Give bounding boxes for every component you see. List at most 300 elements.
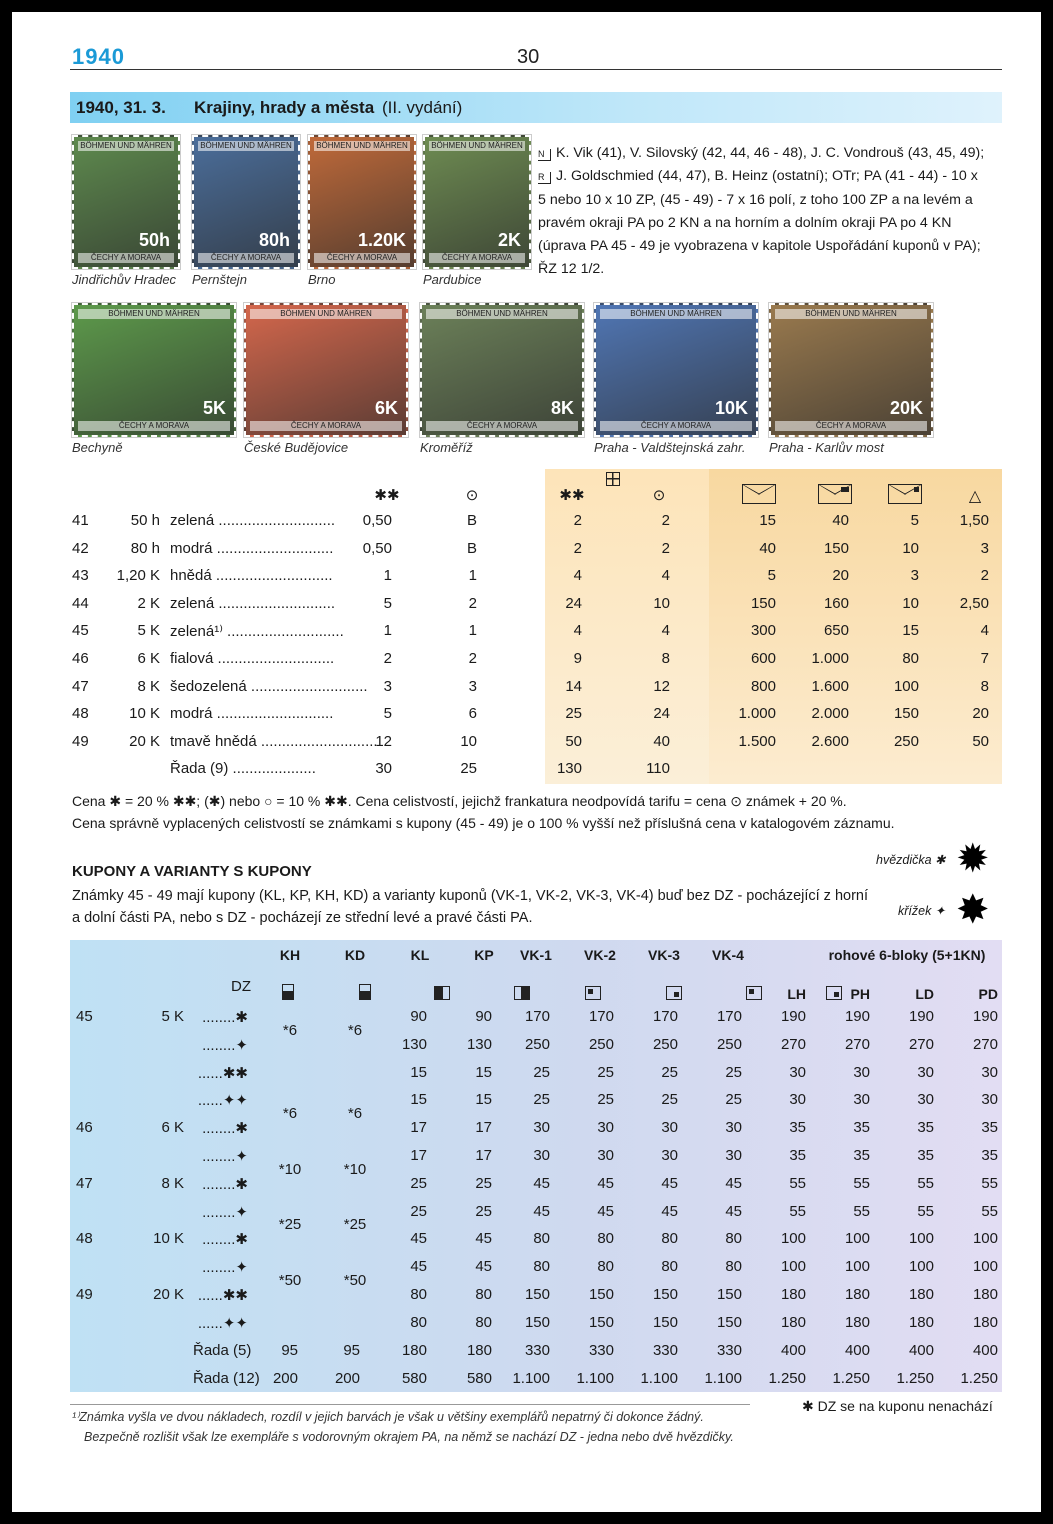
face-value: 10 K <box>129 705 160 723</box>
kupon-price: 30 <box>661 1147 678 1164</box>
stamp-bottom-text: ČECHY A MORAVA <box>429 253 525 263</box>
header-block-mint: ✱✱ <box>559 487 585 504</box>
kh-price: *25 <box>278 1216 302 1234</box>
dz-variant: ........✦ <box>202 1259 248 1277</box>
price-mint: 12 <box>375 732 392 750</box>
stamp-top-text: BÖHMEN UND MÄHREN <box>426 309 578 319</box>
price-special: 4 <box>980 622 989 640</box>
series-price: 1.250 <box>960 1369 998 1387</box>
kupon-price: 270 <box>972 1035 998 1053</box>
stamp-top-text: BÖHMEN UND MÄHREN <box>600 309 752 319</box>
series-price: 1.100 <box>704 1369 742 1387</box>
stamp <box>420 303 584 437</box>
kupon-price: 100 <box>972 1230 998 1248</box>
stamp-bottom-text: ČECHY A MORAVA <box>600 421 752 431</box>
kupon-price: 25 <box>725 1063 742 1081</box>
price-used: 2 <box>468 650 477 667</box>
series-price: 400 <box>972 1342 998 1359</box>
kupon-price: 17 <box>475 1147 492 1164</box>
face-value: 80 h <box>130 539 160 557</box>
kupon-price: 35 <box>853 1147 870 1164</box>
price-cover-single: 15 <box>902 622 919 640</box>
kupon-price: 100 <box>780 1230 806 1248</box>
dz-variant: ......✱✱ <box>197 1064 248 1082</box>
price-mint: 2 <box>383 650 392 667</box>
kupony-header: VK-4 <box>712 947 744 963</box>
kd-price: *50 <box>343 1272 367 1289</box>
kupon-price: 45 <box>661 1202 678 1220</box>
stamp-bottom-text: ČECHY A MORAVA <box>198 253 294 263</box>
kupony-header: VK-3 <box>648 947 680 963</box>
kupon-price: 17 <box>475 1119 492 1137</box>
catalog-number: 44 <box>72 594 89 612</box>
kupon-price: 100 <box>844 1230 870 1248</box>
stamp-top-text: BÖHMEN UND MÄHREN <box>775 309 927 319</box>
info-line-5: (úprava PA 45 - 49 je vyobrazena v kapitole Uspořádání kuponů v PA); <box>538 238 981 255</box>
star-mark-icon: ✹ <box>956 837 990 881</box>
issue-info <box>538 142 1002 282</box>
price-cover-single: 150 <box>893 705 919 723</box>
price-block-used: 2 <box>661 539 670 557</box>
info-line-1: K. Vik (41), V. Silovský (42, 44, 46 - 48), J. C. Vondrouš (43, 45, 49); <box>556 145 985 161</box>
kupon-price: 180 <box>780 1313 806 1331</box>
price-block-mint: 14 <box>565 677 582 695</box>
series-price: 1.250 <box>768 1369 806 1387</box>
kd-price: *6 <box>347 1105 363 1123</box>
kupon-price: 30 <box>661 1119 678 1137</box>
stamp <box>308 135 416 269</box>
face-value: 5 K <box>137 622 160 640</box>
stamp-bottom-text: ČECHY A MORAVA <box>426 421 578 431</box>
stamp-top-text: BÖHMEN UND MÄHREN <box>78 141 174 151</box>
legend-star-label: hvězdička ✱ <box>876 853 946 867</box>
kupon-price: 25 <box>597 1063 614 1081</box>
triangle-icon: △ <box>968 488 982 505</box>
price-cover-single: 250 <box>893 732 919 750</box>
price-block-used: 110 <box>646 760 670 778</box>
kupon-price: 30 <box>789 1063 806 1081</box>
kupon-price: 170 <box>716 1008 742 1025</box>
kh-price: *10 <box>278 1160 302 1178</box>
stamp-color: tmavě hnědá ............................ <box>170 732 378 750</box>
dz-variant: ......✦✦ <box>197 1092 248 1110</box>
kupony-header: KH <box>279 947 301 963</box>
envelope-icon <box>742 484 776 504</box>
kupon-price: 180 <box>844 1286 870 1303</box>
stamp-value: 1.20K <box>357 230 406 250</box>
kupon-price: 35 <box>917 1147 934 1164</box>
kupon-price: 55 <box>917 1202 934 1220</box>
page-year: 1940 <box>72 44 125 69</box>
kupon-price: 15 <box>410 1063 427 1081</box>
kh-price: *6 <box>282 1021 298 1039</box>
issue-header <box>70 92 1002 123</box>
price-special: 2,50 <box>959 594 989 612</box>
stamp-bottom-text: ČECHY A MORAVA <box>314 253 410 263</box>
kupon-price: 250 <box>588 1035 614 1053</box>
face-value: 8 K <box>137 677 160 695</box>
catalog-number: 45 <box>72 622 89 640</box>
price-special: 3 <box>980 539 989 557</box>
kupony-header: KD <box>344 947 366 963</box>
stamp-color: Řada (9) .................... <box>170 760 316 778</box>
kupon-price: 55 <box>981 1174 998 1192</box>
face-value: 50 h <box>130 512 160 529</box>
price-mint: 30 <box>375 760 392 778</box>
kupony-header: KP <box>474 947 494 963</box>
kupon-price: 190 <box>844 1008 870 1025</box>
stamp-caption: Kroměříž <box>420 440 473 455</box>
kupon-price: 25 <box>475 1202 492 1220</box>
kupon-price: 30 <box>981 1091 998 1109</box>
kupon-price: 80 <box>597 1230 614 1248</box>
kupon-price: 30 <box>917 1063 934 1081</box>
stamp-bottom-text: ČECHY A MORAVA <box>250 421 402 431</box>
kh-price: *6 <box>282 1105 298 1123</box>
price-mint: 1 <box>383 622 392 640</box>
price-cover-block: 20 <box>832 567 849 585</box>
kupon-price: 80 <box>533 1230 550 1248</box>
kupon-price: 15 <box>475 1063 492 1081</box>
kupon-price: 45 <box>597 1202 614 1220</box>
dz-variant: ........✱ <box>202 1175 248 1193</box>
coupon-fill <box>360 991 370 999</box>
price-used: 1 <box>468 567 477 585</box>
price-block-mint: 2 <box>573 539 582 557</box>
series-price: 580 <box>466 1369 492 1387</box>
kupon-price: 100 <box>908 1230 934 1248</box>
dz-variant: ........✱ <box>202 1231 248 1249</box>
stamp-value: 8K <box>550 398 574 418</box>
stamp-value: 80h <box>258 230 290 250</box>
catalog-number: 49 <box>72 732 89 750</box>
series-price: 400 <box>844 1342 870 1359</box>
kupon-face-value: 6 K <box>161 1119 184 1137</box>
series-price: 330 <box>524 1342 550 1359</box>
price-special: 8 <box>980 677 989 695</box>
kupon-price: 25 <box>533 1091 550 1109</box>
stamp-caption: Brno <box>308 272 336 287</box>
price-block-mint: 24 <box>565 594 582 612</box>
kupon-price: 80 <box>475 1286 492 1303</box>
price-cover: 150 <box>750 594 776 612</box>
kupon-price: 150 <box>652 1313 678 1331</box>
kupon-price: 55 <box>789 1202 806 1220</box>
info-line-4: pravém okraji PA po 2 KN a na horním a dolním okraji PA po 4 KN <box>538 214 952 231</box>
kupon-price: 35 <box>981 1119 998 1137</box>
issue-edition: (II. vydání) <box>382 98 463 117</box>
kh-price: *50 <box>278 1272 302 1289</box>
stamp-color: modrá ............................ <box>170 705 334 723</box>
price-note <box>72 790 1007 834</box>
price-cover-block: 1.000 <box>811 650 849 667</box>
coupon-position-icon <box>434 986 450 1000</box>
info-line-2: J. Goldschmied (44, 47), B. Heinz (ostatní); OTr; PA (41 - 44) - 10 x <box>556 168 978 185</box>
price-cover: 15 <box>759 512 776 529</box>
dz-variant: ......✱✱ <box>197 1287 248 1304</box>
coupon-fill <box>588 989 593 994</box>
kupon-price: 15 <box>475 1091 492 1109</box>
series-price: 330 <box>716 1342 742 1359</box>
kupon-price: 30 <box>533 1147 550 1164</box>
kupon-price: 190 <box>780 1008 806 1025</box>
kupon-price: 170 <box>652 1008 678 1025</box>
catalog-number: 48 <box>72 705 89 723</box>
stamp-top-text: BÖHMEN UND MÄHREN <box>78 309 230 319</box>
series-price: 1.250 <box>896 1369 934 1387</box>
stamp <box>192 135 300 269</box>
kupon-price: 80 <box>661 1258 678 1276</box>
kupon-catalog-number: 49 <box>76 1286 93 1303</box>
kupon-price: 90 <box>475 1008 492 1025</box>
price-cover-block: 1.600 <box>811 677 849 695</box>
stamp-value: 2K <box>497 230 521 250</box>
kupon-price: 55 <box>853 1202 870 1220</box>
price-special: 20 <box>972 705 989 723</box>
price-cover: 1.500 <box>738 732 776 750</box>
price-mint: 0,50 <box>362 539 392 557</box>
kupon-price: 150 <box>524 1286 550 1303</box>
issue-date: 1940, 31. 3. <box>76 98 166 117</box>
footnote-line-2: Bezpečně rozlišit však lze exempláře s vodorovným okrajem PA, na němž se nachází DZ - jedna nebo dvě hvězdičky. <box>84 1430 734 1444</box>
kupon-price: 180 <box>908 1313 934 1331</box>
stamp-color: zelená¹⁾ ............................ <box>170 623 344 641</box>
kupon-price: 25 <box>475 1174 492 1192</box>
kupon-price: 25 <box>661 1091 678 1109</box>
stamp-color: zelená ............................ <box>170 594 336 612</box>
stamp-color: šedozelená ............................ <box>170 677 368 695</box>
price-cover-single: 10 <box>902 539 919 557</box>
stamp-value: 20K <box>889 398 923 418</box>
kupon-price: 45 <box>597 1174 614 1192</box>
kupon-price: 45 <box>533 1202 550 1220</box>
face-value: 2 K <box>137 594 160 612</box>
kupon-price: 150 <box>716 1313 742 1331</box>
stamp-value: 6K <box>374 398 398 418</box>
kupon-price: 30 <box>597 1147 614 1164</box>
kupon-price: 25 <box>725 1091 742 1109</box>
series-price: 330 <box>588 1342 614 1359</box>
price-special: 50 <box>972 732 989 750</box>
footnote-line-1: ¹⁾Známka vyšla ve dvou nákladech, rozdíl v jejich barvách je však u většiny exemplářů nepatrný či dokonce žádný. <box>72 1410 704 1424</box>
price-used: B <box>466 512 477 529</box>
kupon-face-value: 5 K <box>161 1008 184 1025</box>
stamp-top-text: BÖHMEN UND MÄHREN <box>429 141 525 151</box>
header-used: ⊙ <box>465 487 479 504</box>
coupon-position-icon <box>359 984 371 1000</box>
series-price: 1.100 <box>640 1369 678 1387</box>
kupon-price: 180 <box>908 1286 934 1303</box>
kupon-price: 35 <box>789 1119 806 1137</box>
cross-mark-icon: ✸ <box>956 888 990 932</box>
kupon-price: 150 <box>524 1313 550 1331</box>
price-block-used: 2 <box>661 512 670 529</box>
price-block-mint: 50 <box>565 732 582 750</box>
coupon-position-icon <box>514 986 530 1000</box>
kupon-price: 250 <box>652 1035 678 1053</box>
coupon-fill <box>521 987 529 999</box>
coupon-fill <box>435 987 443 999</box>
price-cover: 800 <box>750 677 776 695</box>
series-price: 95 <box>343 1342 360 1359</box>
kupon-price: 55 <box>853 1174 870 1192</box>
stamp-value: 10K <box>714 398 748 418</box>
stamp-color: modrá ............................ <box>170 539 334 557</box>
coupon-position-icon <box>585 986 601 1000</box>
series-price: 180 <box>401 1342 427 1359</box>
series-label: Řada (12) <box>193 1369 260 1387</box>
price-used: 2 <box>468 594 477 612</box>
kupon-price: 250 <box>524 1035 550 1053</box>
kd-price: *6 <box>347 1021 363 1039</box>
kupon-price: 30 <box>917 1091 934 1109</box>
catalog-page <box>12 12 1041 1512</box>
kupon-price: 250 <box>716 1035 742 1053</box>
price-block-mint: 25 <box>565 705 582 723</box>
kupon-price: 17 <box>410 1147 427 1164</box>
kupon-price: 170 <box>524 1008 550 1025</box>
kupon-price: 180 <box>780 1286 806 1303</box>
kupon-price: 180 <box>972 1313 998 1331</box>
kupon-price: 180 <box>972 1286 998 1303</box>
price-block-used: 40 <box>653 732 670 750</box>
series-price: 400 <box>908 1342 934 1359</box>
price-block-used: 4 <box>661 622 670 640</box>
series-price: 1.100 <box>576 1369 614 1387</box>
price-block-used: 8 <box>661 650 670 667</box>
dz-variant: ........✦ <box>202 1036 248 1054</box>
price-used: B <box>466 539 477 557</box>
dz-variant: ........✱ <box>202 1120 248 1138</box>
stamp <box>72 135 180 269</box>
kupony-intro-line-1: Známky 45 - 49 mají kupony (KL, KP, KH, KD) a varianty kuponů (VK-1, VK-2, VK-3, VK-4) buď bez DZ - pocházející z horní <box>72 888 869 904</box>
kupon-price: 80 <box>597 1258 614 1276</box>
kupon-price: 80 <box>725 1258 742 1276</box>
kupon-face-value: 20 K <box>153 1286 184 1303</box>
kupon-price: 30 <box>533 1119 550 1137</box>
series-price: 200 <box>334 1369 360 1387</box>
price-cover-block: 160 <box>823 594 849 612</box>
kupony-intro-line-2: a dolní části PA, nebo s DZ - pocházejí ze střední levé a pravé části PA. <box>72 910 533 926</box>
stamp-value: 50h <box>138 230 170 250</box>
price-special: 7 <box>980 650 989 667</box>
kupon-price: 45 <box>475 1258 492 1276</box>
kupony-header: VK-1 <box>520 947 552 963</box>
coupon-fill <box>283 991 293 999</box>
series-price: 1.100 <box>512 1369 550 1387</box>
kupon-price: 270 <box>908 1035 934 1053</box>
price-block-used: 12 <box>653 677 670 695</box>
header-mint: ✱✱ <box>374 487 400 504</box>
series-label: Řada (5) <box>193 1342 252 1359</box>
kupon-price: 100 <box>780 1258 806 1276</box>
price-block-mint: 9 <box>573 650 582 667</box>
stamp-color: fialová ............................ <box>170 650 335 667</box>
kupony-header: rohové 6-bloky (5+1KN) <box>828 947 986 963</box>
kupon-price: 55 <box>789 1174 806 1192</box>
kupon-face-value: 10 K <box>153 1230 184 1248</box>
kupon-price: 100 <box>908 1258 934 1276</box>
catalog-number: 42 <box>72 539 89 557</box>
price-cover-block: 40 <box>832 512 849 529</box>
series-price: 1.250 <box>832 1369 870 1387</box>
stamp-caption: Bechyně <box>72 440 123 455</box>
stamp-top-text: BÖHMEN UND MÄHREN <box>250 309 402 319</box>
price-cover-block: 2.000 <box>811 705 849 723</box>
kupon-price: 45 <box>725 1174 742 1192</box>
stamp <box>594 303 758 437</box>
kupon-price: 90 <box>410 1008 427 1025</box>
coupon-position-icon <box>282 984 294 1000</box>
kupon-price: 30 <box>789 1091 806 1109</box>
stamp-caption: České Budějovice <box>244 440 349 455</box>
kupon-price: 25 <box>410 1174 427 1192</box>
kupon-price: 30 <box>853 1063 870 1081</box>
kupon-catalog-number: 48 <box>76 1230 93 1248</box>
price-cover: 1.000 <box>738 705 776 723</box>
kupon-price: 80 <box>533 1258 550 1276</box>
legend-cross-label: křížek ✦ <box>898 904 946 918</box>
corner-block-header: LD <box>915 986 934 1002</box>
stamp-color: zelená ............................ <box>170 512 336 529</box>
dz-note: ✱ DZ se na kuponu nenachází <box>802 1398 993 1414</box>
price-note-line-2: Cena správně vyplacených celistvostí se známkami s kupony (45 - 49) je o 100 % vyšší než příslušná cena v katalogovém záznamu. <box>72 815 895 831</box>
face-value: 20 K <box>129 732 160 750</box>
price-mint: 5 <box>383 705 392 723</box>
kupon-price: 190 <box>972 1008 998 1025</box>
kupon-price: 130 <box>466 1035 492 1053</box>
corner-block-header: PD <box>978 986 998 1002</box>
corner-block-header: LH <box>787 986 806 1002</box>
price-special: 1,50 <box>959 512 989 529</box>
issue-title: Krajiny, hrady a města <box>194 98 375 117</box>
dz-variant: ......✦✦ <box>197 1314 248 1332</box>
coupon-fill <box>749 989 754 994</box>
price-block-used: 10 <box>653 594 670 612</box>
kupon-face-value: 8 K <box>161 1174 184 1192</box>
price-used: 10 <box>460 732 477 750</box>
stamp-top-text: BÖHMEN UND MÄHREN <box>198 141 294 151</box>
stamp <box>769 303 933 437</box>
kupon-price: 45 <box>410 1258 427 1276</box>
kupon-price: 150 <box>652 1286 678 1303</box>
kupon-price: 170 <box>588 1008 614 1025</box>
footnote-divider <box>70 1404 750 1405</box>
envelope-single-icon <box>888 484 922 504</box>
kupon-catalog-number: 45 <box>76 1008 93 1025</box>
price-block-used: 4 <box>661 567 670 585</box>
price-block-mint: 130 <box>556 760 582 778</box>
kupon-price: 30 <box>597 1119 614 1137</box>
corner-block-header: PH <box>850 986 870 1002</box>
series-price: 200 <box>272 1369 298 1387</box>
kupon-price: 30 <box>853 1091 870 1109</box>
block-of-four-icon <box>606 472 620 491</box>
stamp <box>72 303 236 437</box>
kupon-price: 55 <box>981 1202 998 1220</box>
kupon-price: 190 <box>908 1008 934 1025</box>
kupon-price: 25 <box>661 1063 678 1081</box>
coupon-position-icon <box>746 986 762 1000</box>
catalog-number: 47 <box>72 677 89 695</box>
price-used: 1 <box>468 622 477 640</box>
kupon-price: 100 <box>972 1258 998 1276</box>
price-cover-block: 650 <box>823 622 849 640</box>
price-note-line-1: Cena ✱ = 20 % ✱✱; (✱) nebo ○ = 10 % ✱✱. Cena celistvostí, jejichž frankatura neodpovídá tarifu = cena ⊙ známek + 20 %. <box>72 793 847 809</box>
catalog-number: 43 <box>72 567 89 585</box>
dz-variant: ........✦ <box>202 1148 248 1165</box>
series-price: 95 <box>281 1342 298 1359</box>
